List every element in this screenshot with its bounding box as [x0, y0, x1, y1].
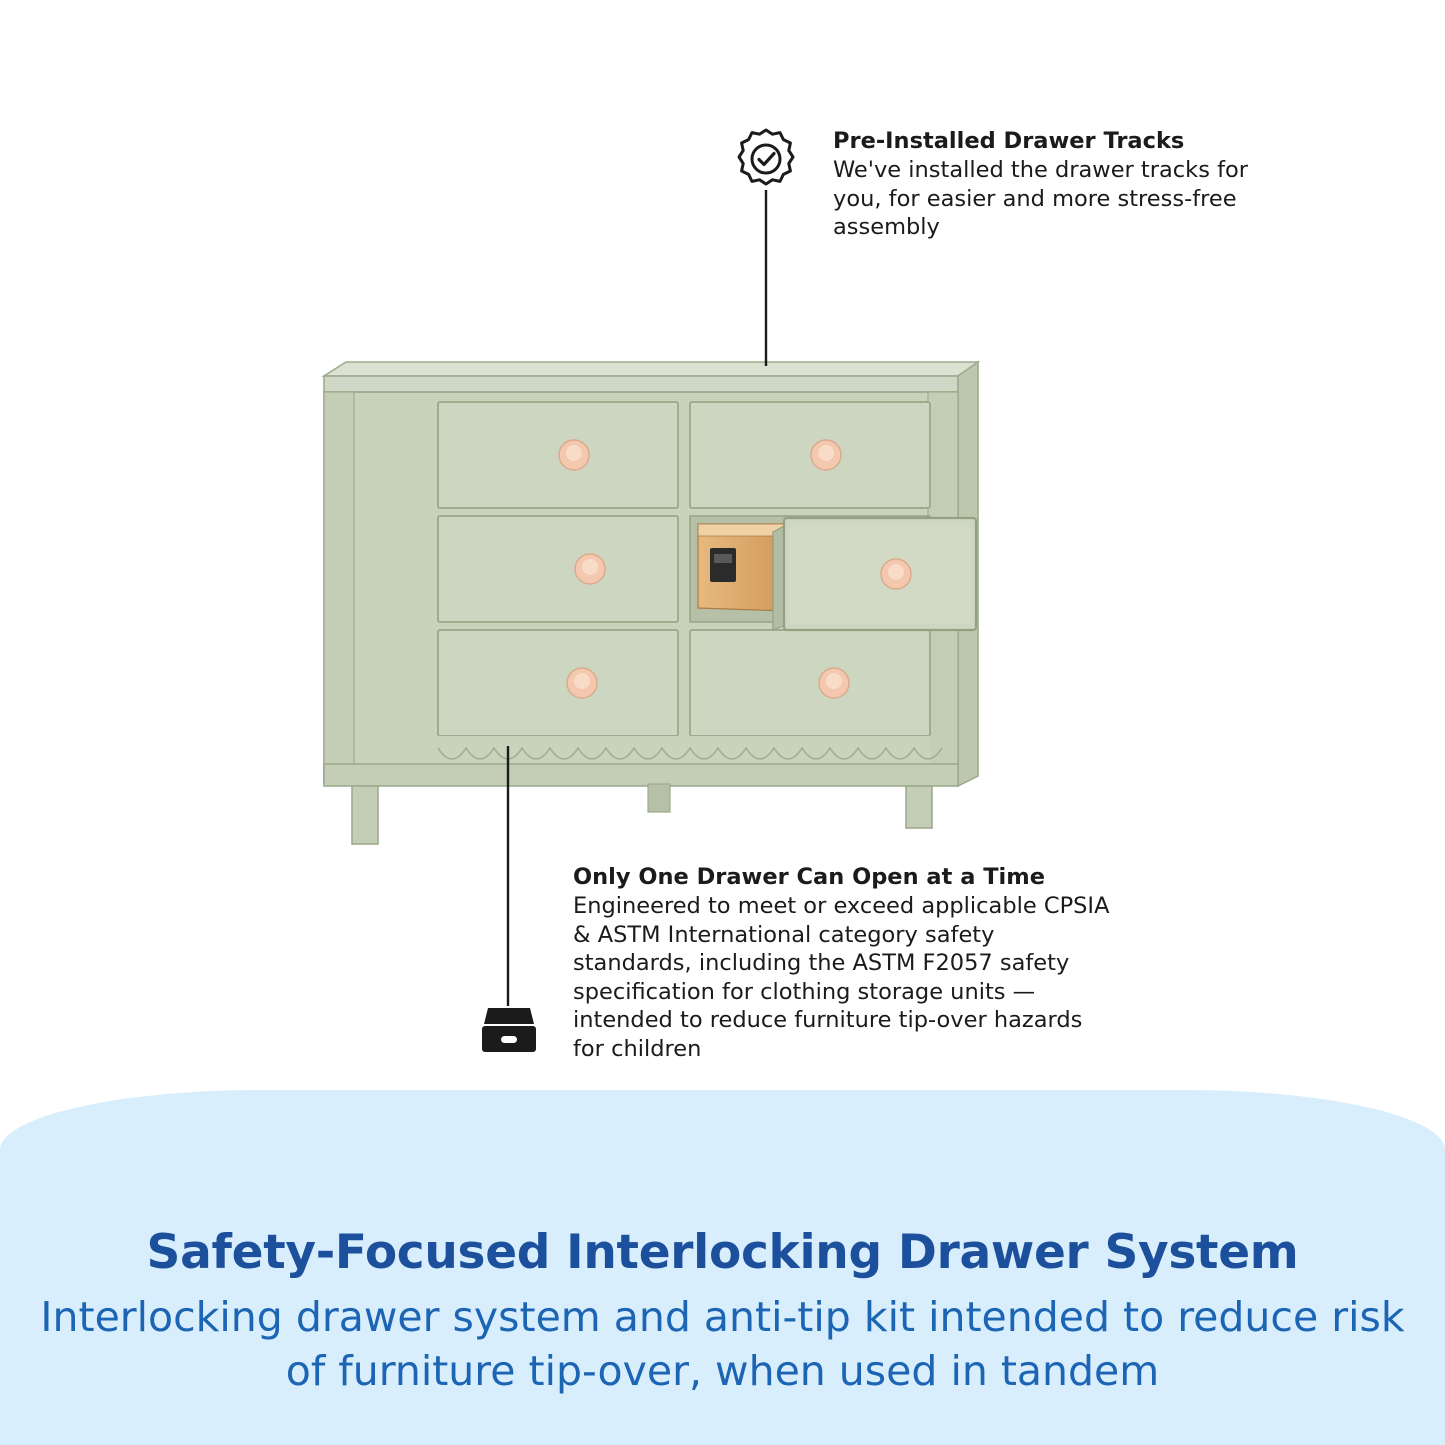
callout-body: We've installed the drawer tracks for you, for easier and more stress-free assembly [833, 157, 1249, 240]
drawer-icon [478, 1000, 540, 1062]
bottom-banner [0, 1090, 1445, 1445]
leader-line-top [740, 190, 800, 370]
leader-line-bottom [470, 746, 550, 1016]
banner-subtitle: Interlocking drawer system and anti-tip kit intended to reduce risk of furniture tip-over, when used in tandem [40, 1293, 1405, 1395]
banner-content [0, 1090, 1445, 1445]
dresser-illustration [318, 356, 988, 856]
callout-body: Engineered to meet or exceed applicable CPSIA & ASTM International category safety standards, including the ASTM F2057 safety specification for clothing storage units — intended to reduce furniture tip-over hazards for children [573, 893, 1110, 1062]
gear-check-icon [733, 126, 799, 192]
callout-one-drawer-at-a-time [573, 862, 1118, 1063]
banner-title: Safety-Focused Interlocking Drawer System [146, 1225, 1299, 1280]
callout-title: Pre-Installed Drawer Tracks [833, 128, 1185, 154]
callout-pre-installed-drawer-tracks [833, 126, 1263, 242]
callout-title: Only One Drawer Can Open at a Time [573, 864, 1045, 890]
